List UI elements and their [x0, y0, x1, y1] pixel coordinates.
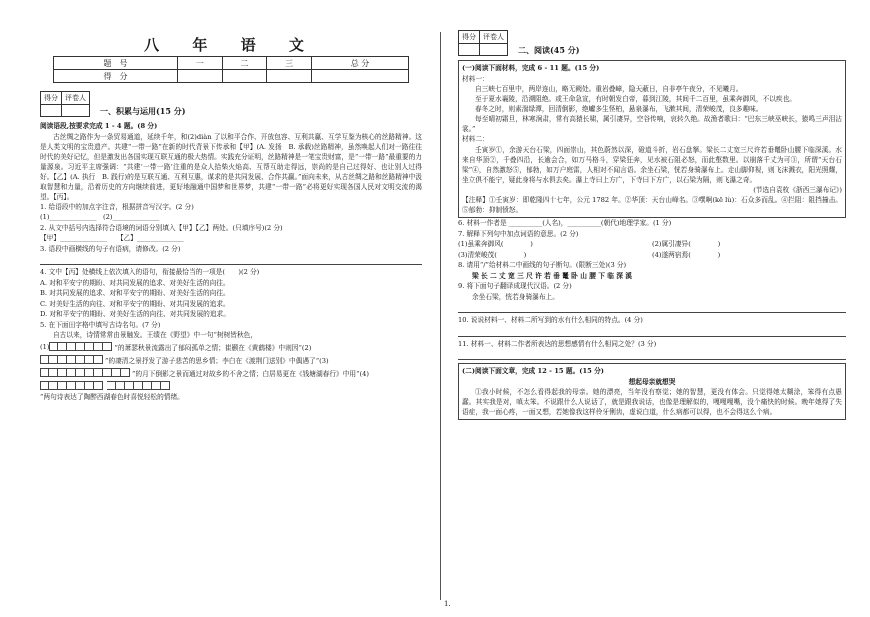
tianzige-row-4[interactable]	[40, 379, 422, 392]
material-label: 材料二：	[462, 135, 489, 143]
reading-passage-1	[458, 60, 846, 218]
grader-score-cell[interactable]	[459, 44, 480, 56]
option-b[interactable]: B. 对共同发展的追求、对和平安宁的期盼、对美好生活的向往。	[40, 289, 230, 297]
option-d[interactable]: D. 对和平安宁的期盼、对美好生活的向往、对共同发展的追求。	[40, 310, 230, 318]
question-4: 4. 文中【丙】处横线上依次填入的语句，衔接最恰当的一项是( )(2 分)	[40, 268, 260, 276]
material-paragraph: 春冬之时，则素湍绿潭，回清倒影，绝巘多生怪柏，悬泉瀑布，飞漱其间，清荣峻茂，良多趣味。	[475, 105, 763, 113]
score-table-row-label: 得 分	[54, 70, 178, 83]
question-5: 5. 在下面田字格中填写古诗名句。(7 分)	[40, 320, 161, 329]
exam-title: 八 年 语 文	[144, 36, 318, 54]
question-2-blanks[interactable]: 【甲】______________ 【乙】______________	[40, 234, 184, 242]
right-column	[458, 30, 846, 605]
material-paragraph: 每至晴初霜旦，林寒涧肃，常有高猿长啸，属引凄异，空谷传响，哀转久绝。故渔者歌曰：“巴东三峡巫峡长，猿鸣三声泪沾裳。”	[462, 115, 842, 133]
question-7-item[interactable]: (2)属引凄异( )	[652, 240, 721, 248]
material-paragraph: 壬寅岁①，余游天台石梁，四面崇山，其色蔚然以深，磴道斗折，岩石盘拏。梁长二丈宽三尺许若垂鼍卧山腰下临深溪。水来自华顶②，千叠四沿，长逾会合，如万马格斗，穿梁狂奔，见水被石阻必怒，而此壑数里。以崩落千丈为可③，所谓“天台石梁”④，自然激怒⑤，郁勃，如万户庭雷，人相对不闻言语。余坐石梁，恍若身骑瀑布上。走山脚仰视，则飞沫溅衣，阳光照耀，坐立俱不能宁，疑此身将与水俱去矣。瀑上寺曰上方广，下寺曰下方广，以石梁为隔，则飞瀑之奇。	[462, 145, 842, 184]
question-7-item[interactable]: (4)遂两宿焉( )	[652, 250, 721, 259]
question-9: 9. 将下面句子翻译成现代汉语。(2 分)	[458, 282, 572, 290]
score-cell[interactable]	[178, 70, 223, 83]
annotation-notes: 【注释】①壬寅岁：即乾隆四十七年，公元 1782 年。②华顶：天台山峰名。③噀啊(kē lù)：石众多而乱。④拦阻：阻挡撞击。⑤郁勃：抑制愤怒。	[462, 196, 842, 214]
score-table	[53, 56, 409, 83]
left-column	[40, 30, 422, 605]
material-paragraph: 至于夏水襄陵，沿溯阻绝。或王命急宣，有时朝发白帝，暮到江陵，其间千二百里，虽乘奔御风，不以疾也。	[475, 95, 796, 103]
section-heading: 二、阅读(45 分)	[518, 45, 580, 55]
question-5-text: 自古以来，诗情常常由景触发。王绩在《野望》中一句“树树皆秋色，	[53, 331, 258, 339]
score-table-header: 一	[178, 57, 223, 70]
answer-line[interactable]	[458, 326, 846, 337]
question-2: 2. 从文中括号内选择符合语境的词语分别填入【甲】【乙】两处。(只填序号)(2 分)	[40, 223, 283, 232]
tianzige-row-2[interactable]	[40, 353, 422, 366]
tianzige-row-1[interactable]	[40, 340, 422, 353]
score-table-header: 题 号	[54, 57, 178, 70]
score-table-header: 二	[222, 57, 267, 70]
grader-reviewer-cell[interactable]	[62, 105, 90, 117]
material-paragraph: 自三峡七百里中，两岸连山，略无阙处。重岩叠嶂，隐天蔽日，自非亭午夜分，不见曦月。	[475, 85, 743, 93]
grader-box	[40, 91, 90, 117]
question-7: 7. 解释下列句中加点词语的意思。(2 分)	[458, 229, 579, 238]
question-9-sentence: 余坐石梁，恍若身骑瀑布上。	[472, 292, 559, 301]
question-6: 6. 材料一作者是 __________(人名)，__________(朝代)地理学家。(1 分)	[458, 219, 672, 227]
article-title: 想起母亲就想哭	[628, 377, 676, 386]
passage-paragraph: 古丝绸之路作为一条贸易通道，延续千年，和(2)diàn 了以和平合作、开放包容、互利共赢、互学互鉴为核心的丝路精神。这是人类文明的宝贵遗产。共建“一带一路”在新的时代背景下传承和【甲】(A. 发扬 B. 承载)丝路精神，虽然唤起人们对一路往往时代的美好记忆，但是激发出各国实现互联互通的极大热情。实践充分证明，丝路精神是一笔宝贵财富，是“一带一路”最重要的力量源泉。习近平主席强调：“共建‘一带一路’注重的是众人拾柴火焰高、互帮互助走得远，崇尚的是自己过得好、也让别人过得好。【乙】(A. 执行 B. 践行)的是互联互通、互利互惠，谋求的是共同发展、合作共赢。”面向未来，从古丝绸之路和丝路精神中汲取智慧和力量，沿着历史的方向继续前进，更好地融通中国梦和世界梦，共建“一带一路”必将更好实现各国人民对文明交流的渴望。【丙】。	[40, 132, 422, 201]
answer-line[interactable]	[458, 349, 846, 360]
grader-score-label: 得分	[459, 31, 480, 44]
answer-line[interactable]	[458, 302, 846, 313]
subsection-heading: (二)阅读下面文章，完成 12 - 15 题。(15 分)	[462, 367, 604, 375]
question-11: 11. 材料一、材料二作者所表达的思想感情有什么相同之处？(3 分)	[458, 339, 657, 348]
score-cell[interactable]	[222, 70, 267, 83]
question-5-end: ”两句诗表达了陶醉西湖春色时喜悦轻松的情绪。	[40, 393, 184, 401]
question-7-item[interactable]: (3)清荣峻茂( )	[458, 250, 527, 259]
question-10: 10. 说说材料一、材料二所写到的水有什么相同的特点。(4 分)	[458, 316, 643, 324]
question-intro: 阅读语段,按要求完成 1 - 4 题。(8 分)	[40, 122, 158, 130]
question-3: 3. 语段中画横线的句子有语病，请修改。(2 分)	[40, 244, 181, 253]
material-source: (节选自袁枚《浙西三瀑布记》)	[753, 185, 842, 194]
question-1-blanks[interactable]: (1)______________ (2)______________	[40, 213, 160, 221]
question-8-sentence[interactable]: 梁 长 二 丈 宽 三 尺 许 若 垂 鼍 卧 山 腰 下 临 深 溪	[472, 271, 632, 280]
score-table-header: 总 分	[311, 57, 408, 70]
option-c[interactable]: C. 对美好生活的向往、对和平安宁的期盼、对共同发展的追求。	[40, 299, 230, 308]
blank-label: (1)	[40, 342, 50, 351]
answer-line[interactable]	[40, 254, 422, 265]
grader-reviewer-label: 评卷人	[480, 31, 508, 44]
question-8: 8. 请用“/”给材料二中画线的句子断句。(限断三处)(3 分)	[458, 261, 627, 269]
material-label: 材料一：	[462, 74, 489, 83]
score-cell[interactable]	[267, 70, 312, 83]
grader-score-cell[interactable]	[41, 105, 62, 117]
question-5-mid: ”的凄清之景抒发了游子悲苦的思乡情；李白在《渡荆门送别》中偶遇了“(3)	[105, 356, 329, 365]
section-heading: 一、积累与运用(15 分)	[100, 106, 186, 116]
article-paragraph: ①我小时候，不怎么看得起我的母亲。她的漂亮，当年没有察觉；她的智慧，更没有体会。只觉得她太糊涂，笨得有点愚蠢。其实我是对，嗔太笨。不说跟什么人说话了，就是跟我说话，也像是理解似的，嘎嘎嘎嘴，没个痛快的时候。晚年她得了失语症，我一面心疼，一面又想，若她像我这样伶牙俐齿，虚说白道，什么病都可以得，也不会得这么个病。	[462, 388, 842, 416]
subsection-heading: (一)阅读下面材料，完成 6 - 11 题。(15 分)	[462, 64, 600, 72]
option-a[interactable]: A. 对和平安宁的期盼、对共同发展的追求、对美好生活的向往。	[40, 278, 230, 287]
column-divider	[440, 32, 441, 600]
reading-passage-2	[458, 363, 846, 420]
tianzige-row-3[interactable]	[40, 366, 422, 379]
grader-reviewer-cell[interactable]	[480, 44, 508, 56]
page-number: 1.	[444, 600, 451, 608]
score-table-header: 三	[267, 57, 312, 70]
grader-box	[458, 30, 508, 56]
grader-reviewer-label: 评卷人	[62, 92, 90, 105]
question-5-mid: ”的萧瑟秋景流露出了郁闷孤单之情；崔颢在《黄鹤楼》中则因“(2)	[114, 343, 312, 352]
question-1: 1. 给语段中的加点字注音，根据拼音写汉字。(2 分)	[40, 202, 194, 211]
score-cell[interactable]	[311, 70, 408, 83]
question-5-mid: ”的月下倒影之景而通过对故乡的不舍之情；白居易更在《钱塘湖春行》中用“(4)	[132, 369, 369, 378]
grader-score-label: 得分	[41, 92, 62, 105]
question-7-item[interactable]: (1)虽乘奔御风( )	[458, 240, 533, 248]
